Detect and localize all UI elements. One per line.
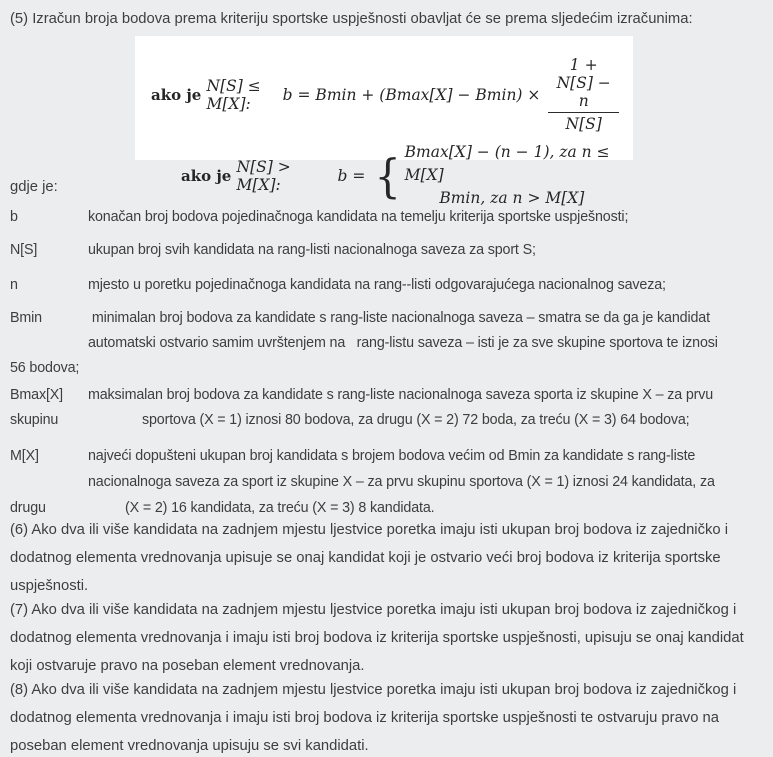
definition-term: n bbox=[10, 277, 18, 293]
paragraph-5: (5) Izračun broja bodova prema kriteriju sportske uspješnosti obavljat će se prema sljedećim izračunima: bbox=[10, 11, 693, 27]
fraction-numerator: 1 + N[S] − n bbox=[556, 56, 611, 110]
definition-term: b bbox=[10, 209, 18, 225]
formula-box bbox=[135, 36, 633, 207]
definition-bmin bbox=[10, 306, 769, 381]
definition-text: nacionalnoga saveza za sport iz skupine X – za prvu skupinu sportova (X = 1) iznosi 24 kandidata, za bbox=[88, 474, 715, 490]
definition-text: konačan broj bodova pojedinačnoga kandidata na temelju kriterija sportske uspješnosti; bbox=[88, 209, 629, 225]
formula-1-expression: b = Bmin + (Bmax[X] − Bmin) × bbox=[282, 85, 541, 104]
case-2: Bmin, za n > M[X] bbox=[439, 189, 585, 207]
formula-1-condition: N[S] ≤ M[X]: bbox=[206, 76, 261, 113]
definition-b bbox=[10, 205, 769, 230]
definition-term: N[S] bbox=[10, 242, 38, 258]
definition-mx bbox=[10, 443, 769, 521]
formula-line-1 bbox=[149, 56, 619, 133]
formula-2-condition: N[S] > M[X]: bbox=[236, 157, 291, 194]
definition-list bbox=[10, 205, 769, 521]
definition-term: M[X] bbox=[10, 448, 39, 464]
case-1: Bmax[X] − (n − 1), za n ≤ M[X] bbox=[404, 143, 610, 184]
definition-text: ukupan broj svih kandidata na rang-listi nacionalnoga saveza za sport S; bbox=[88, 242, 536, 258]
definition-term: Bmin bbox=[10, 310, 42, 326]
definition-text: najveći dopušteni ukupan broj kandidata s brojem bodova većim od Bmin za kandidate s rang-liste bbox=[88, 448, 696, 464]
formula-2-condition-prefix: ako je bbox=[181, 166, 237, 185]
formula-2-expression: b = bbox=[337, 166, 366, 185]
paragraph-6: (6) Ako dva ili više kandidata na zadnjem mjestu ljestvice poretka imaju isti ukupan broj bodova iz zajedničko i dodatnog elementa vrednovanja upisuje se onaj kandidat koji je ostvario veći broj bodova iz kriterija sportske uspješnosti. bbox=[10, 522, 729, 594]
formula-1-condition-prefix: ako je bbox=[151, 85, 207, 104]
definition-ns bbox=[10, 238, 769, 263]
fraction-denominator: N[S] bbox=[548, 112, 619, 133]
definition-text: automatski ostvario samim uvrštenjem na rang-listu saveza – isti je za sve skupine sportova te iznosi bbox=[88, 335, 718, 351]
where-label: gdje je: bbox=[10, 179, 58, 195]
formula-line-2 bbox=[149, 141, 619, 210]
definition-term: Bmax[X] bbox=[10, 387, 63, 403]
definition-bmax bbox=[10, 383, 769, 433]
definition-text: mjesto u poretku pojedinačnoga kandidata na rang--listi odgovarajućega nacionalnog saveza; bbox=[88, 277, 666, 293]
definition-text: 56 bodova; bbox=[10, 360, 80, 376]
definition-term: skupinu bbox=[10, 412, 59, 428]
definition-term: drugu bbox=[10, 500, 46, 516]
definition-text: sportova (X = 1) iznosi 80 bodova, za drugu (X = 2) 72 boda, za treću (X = 3) 64 bodova; bbox=[142, 412, 690, 428]
curly-brace: { bbox=[374, 148, 402, 203]
definition-text: (X = 2) 16 kandidata, za treću (X = 3) 8 kandidata. bbox=[125, 500, 435, 516]
formula-1-fraction bbox=[548, 56, 619, 133]
definition-n bbox=[10, 273, 769, 298]
definition-text: maksimalan broj bodova za kandidate s rang-liste nacionalnoga saveza sporta iz skupine X – za prvu bbox=[88, 387, 714, 403]
formula-2-cases bbox=[405, 141, 619, 210]
paragraph-8: (8) Ako dva ili više kandidata na zadnjem mjestu ljestvice poretka imaju isti ukupan broj bodova iz zajedničkog i dodatnog elementa vrednovanja i imaju isti broj bodova iz kriterija sportske uspješnosti te ostvaruju pravo na poseban element vrednovanja upisuju se svi kandidati. bbox=[10, 682, 737, 754]
definition-text: minimalan broj bodova za kandidate s rang-liste nacionalnoga saveza – smatra se da ga je kandidat bbox=[88, 310, 710, 326]
paragraph-7: (7) Ako dva ili više kandidata na zadnjem mjestu ljestvice poretka imaju isti ukupan broj bodova iz zajedničkog i dodatnog elementa vrednovanja i imaju isti broj bodova iz kriterija sportske uspješnosti, upisuju se onaj kandidat koji ostvaruje pravo na poseban element vrednovanja. bbox=[10, 602, 744, 674]
